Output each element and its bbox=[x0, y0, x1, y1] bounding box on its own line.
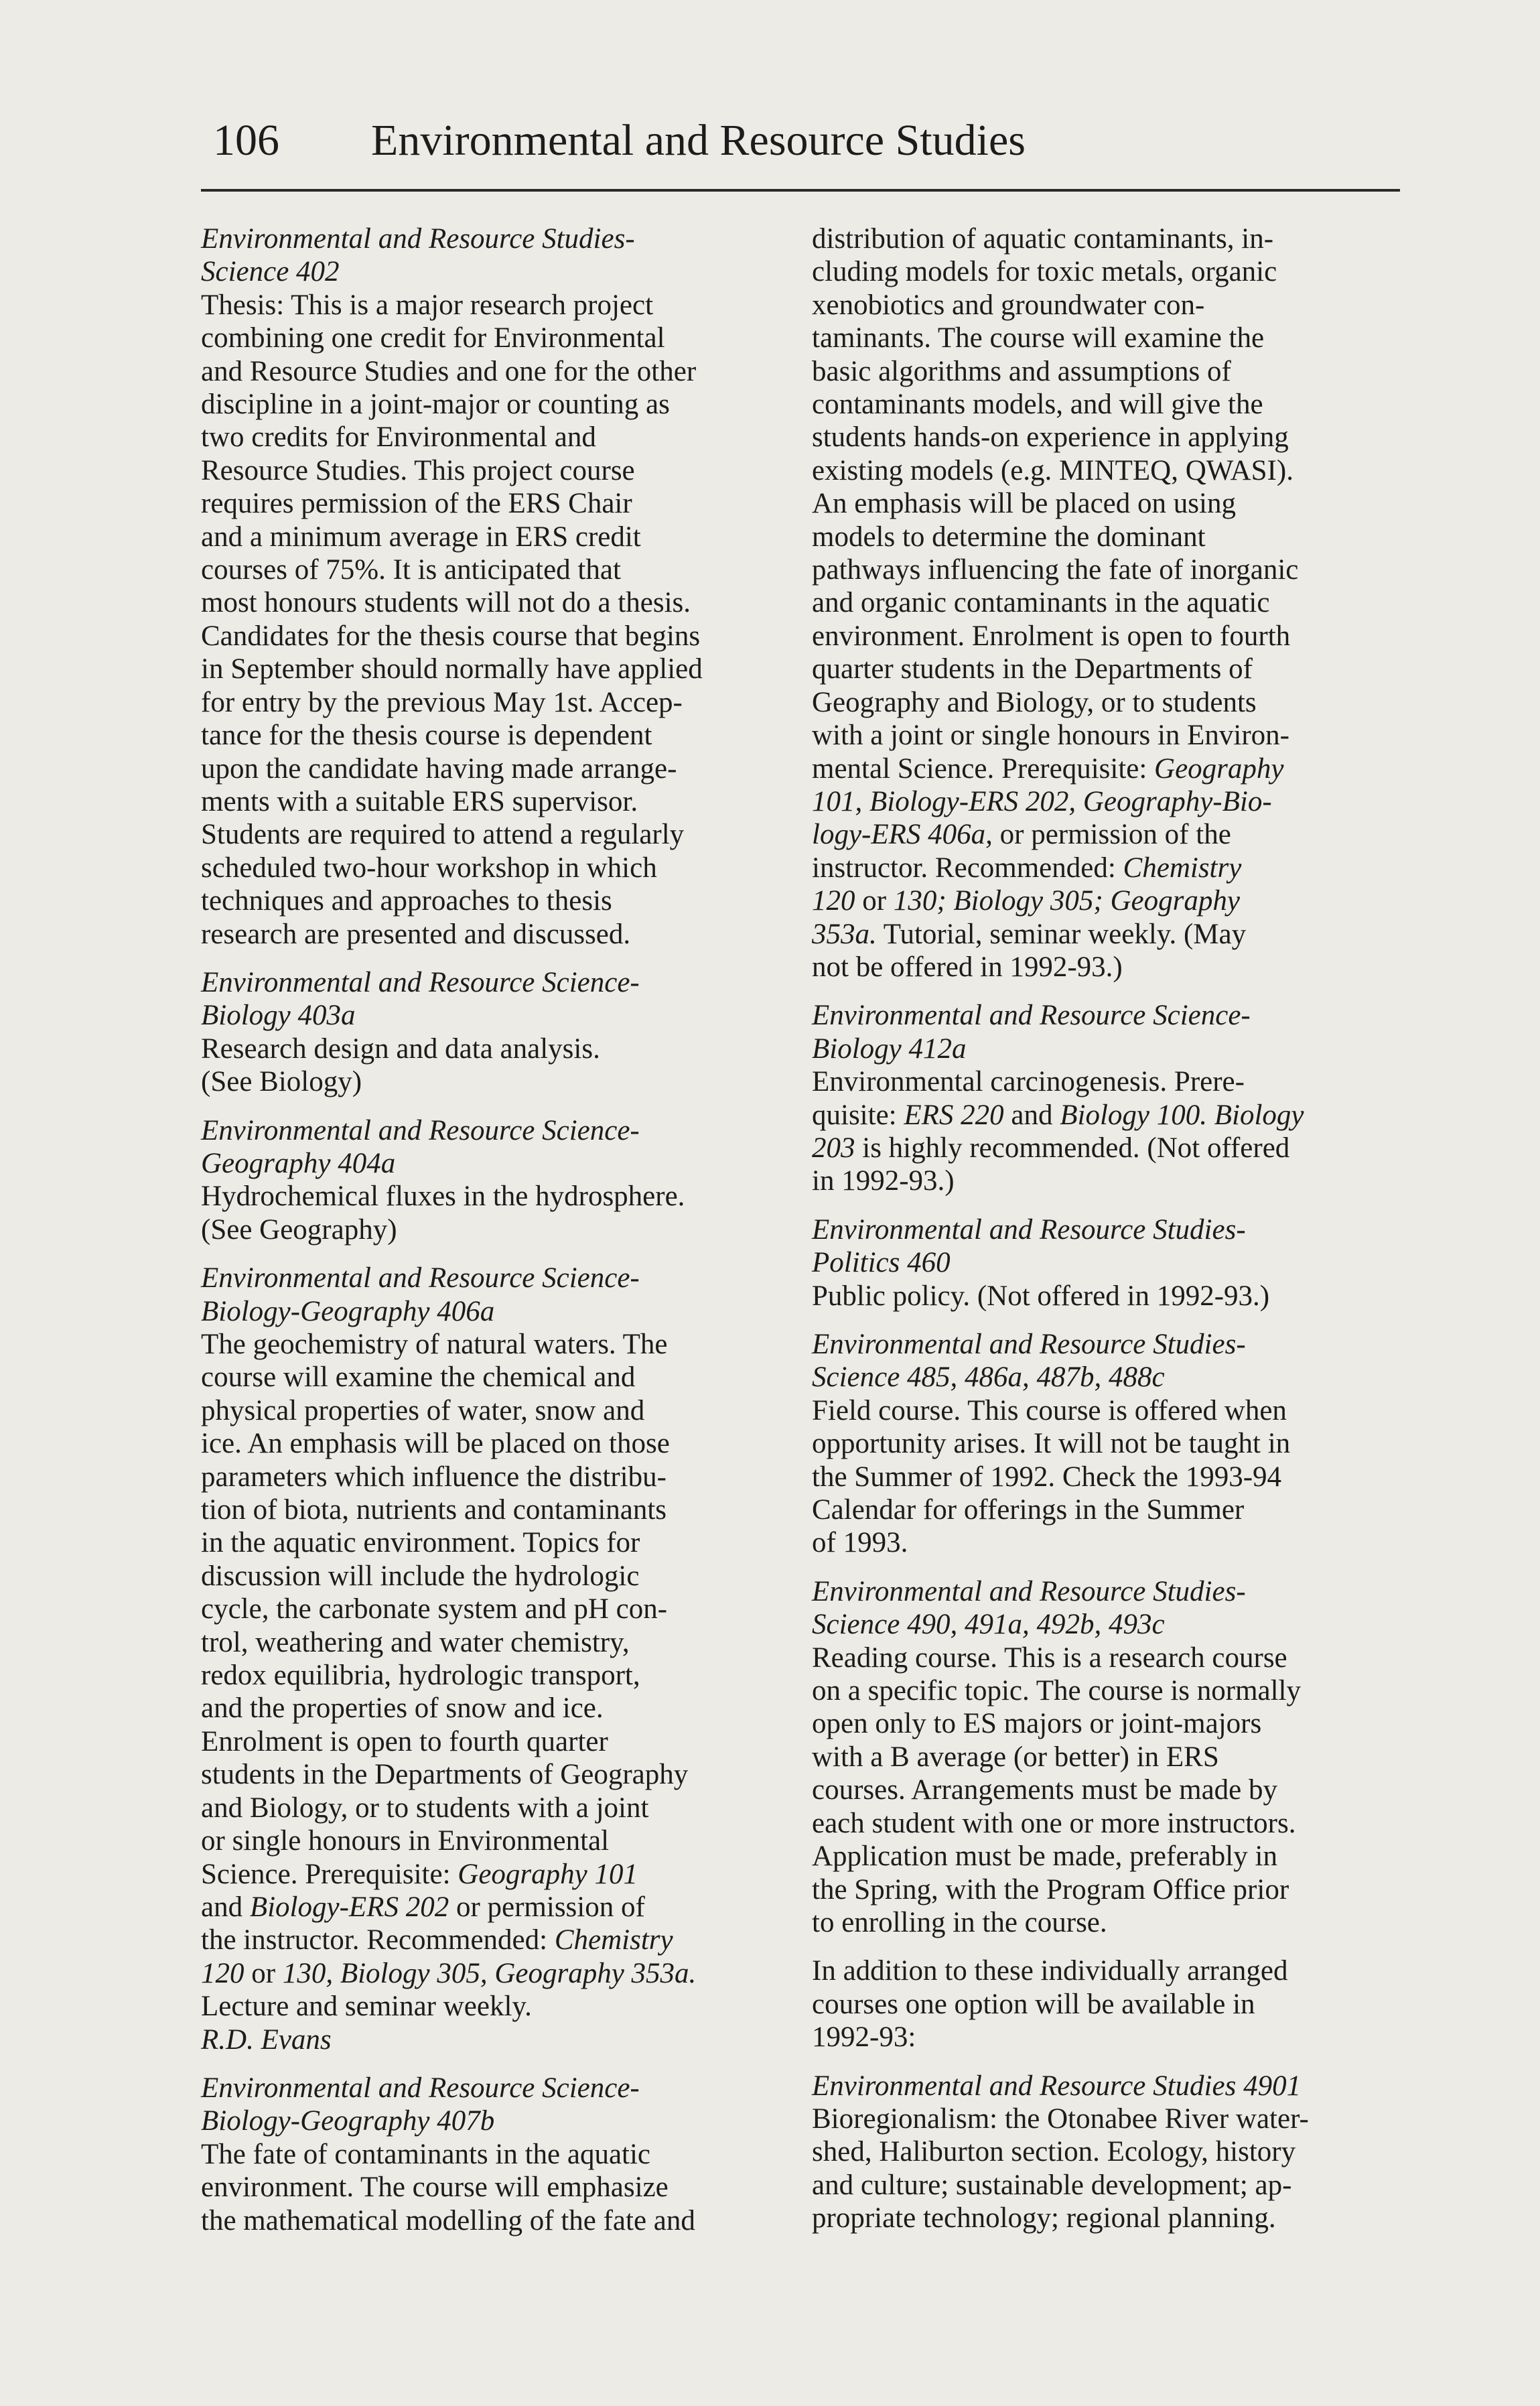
course-entry bbox=[201, 966, 790, 1099]
italic-text: Biology 100. Biology 203 bbox=[812, 1099, 1304, 1164]
course-title: Environmental and Resource Science- Geography 404a bbox=[201, 1114, 640, 1179]
italic-text: ERS 220 bbox=[904, 1099, 1004, 1131]
course-title: Environmental and Resource Studies- Science 490, 491a, 492b, 493c bbox=[812, 1575, 1246, 1641]
course-entry bbox=[201, 1114, 790, 1247]
header-rule bbox=[201, 189, 1400, 192]
course-description bbox=[201, 1180, 790, 1246]
italic-text: Chemistry 120 bbox=[201, 1924, 673, 1989]
text-run: Bioregionalism: the Otonabee River water- shed, Haliburton section. Ecology, history and culture; sustainable development; ap- propriate technology; regional planning. bbox=[812, 2102, 1309, 2234]
course-description bbox=[201, 289, 790, 951]
course-description bbox=[812, 1394, 1401, 1560]
course-entry bbox=[812, 1954, 1401, 2054]
course-entry bbox=[201, 222, 790, 951]
text-run: or permission of the instructor. Recommended: bbox=[812, 819, 1231, 884]
text-run: Hydrochemical fluxes in the hydrosphere. (See Geography) bbox=[201, 1181, 685, 1246]
text-run: Field course. This course is offered when opportunity arises. It will not be taught in the Summer of 1992. Check the 1993-94 Calendar for offerings in the Summer of 1993. bbox=[812, 1394, 1291, 1559]
course-description bbox=[201, 1032, 790, 1099]
course-entry bbox=[812, 1213, 1401, 1313]
text-run: Lecture and seminar weekly. bbox=[201, 1991, 532, 2023]
course-entry bbox=[812, 2070, 1401, 2235]
course-title: Environmental and Resource Science- Biology-Geography 407b bbox=[201, 2072, 640, 2137]
course-title: Environmental and Resource Science- Biology 403a bbox=[201, 966, 640, 1032]
course-description bbox=[201, 1328, 790, 2056]
course-entry bbox=[812, 1575, 1401, 1939]
course-description bbox=[812, 2102, 1401, 2235]
course-entry bbox=[812, 1328, 1401, 1560]
course-entry bbox=[201, 1262, 790, 2056]
page-header bbox=[213, 114, 1400, 174]
text-run: is highly recommended. (Not offered in 1992-93.) bbox=[812, 1132, 1290, 1197]
course-title: Environmental and Resource Studies 4901 bbox=[812, 2070, 1302, 2102]
right-column bbox=[812, 222, 1401, 2251]
italic-text: 130, Biology 305, Geography 353a. bbox=[282, 1957, 697, 1989]
left-column bbox=[201, 222, 790, 2253]
text-run: Tutorial, seminar weekly. (May not be offered in 1992-93.) bbox=[812, 918, 1247, 983]
italic-text: Chemistry 120 bbox=[812, 852, 1242, 917]
text-run: The fate of contaminants in the aquatic environment. The course will emphasize the mathematical modelling of the fate and bbox=[201, 2138, 695, 2236]
text-run: or bbox=[244, 1957, 283, 1989]
italic-text: Geography 101 bbox=[458, 1858, 638, 1890]
italic-text: R.D. Evans bbox=[201, 2023, 332, 2056]
course-title: Environmental and Resource Science- Biology-Geography 406a bbox=[201, 1262, 640, 1327]
text-run: In addition to these individually arranged courses one option will be available in 1992-93: bbox=[812, 1955, 1288, 2054]
course-description bbox=[812, 1065, 1401, 1198]
text-run: and bbox=[1003, 1099, 1060, 1131]
course-entry bbox=[812, 999, 1401, 1197]
text-run: Reading course. This is a research course on a specific topic. The course is normally open only to ES majors or joint-majors with a B average (or better) in ERS courses. Arrangements must be made by each student with one or more instructors. Application must be made, preferably in the Spring, with the Program Office prior to enrolling in the course. bbox=[812, 1642, 1301, 1938]
course-description bbox=[812, 1642, 1401, 1940]
course-description bbox=[812, 1954, 1401, 2054]
text-run: Public policy. (Not offered in 1992-93.) bbox=[812, 1280, 1270, 1312]
page-number: 106 bbox=[213, 116, 279, 165]
text-run: distribution of aquatic contaminants, in- cluding models for toxic metals, organic xenobiotics and groundwater con- taminants. The course will examine the basic algorithms and assumptions of contaminants models, and will give the students hands-on experience in applying existing models (e.g. MINTEQ, QWASI). An emphasis will be placed on using models to determine the dominant pathways influencing the fate of inorganic and organic contaminants in the aquatic environment. Enrolment is open to fourth quarter students in the Departments of Geography and Biology, or to students with a joint or single honours in Environ- mental Science. Prerequisite: bbox=[812, 223, 1299, 785]
course-description bbox=[812, 1280, 1401, 1313]
text-run: or permission of the instructor. Recommended: bbox=[201, 1891, 645, 1956]
italic-text: 130; Biology 305; Geography 353a. bbox=[812, 885, 1240, 950]
course-title: Environmental and Resource Studies- Science 402 bbox=[201, 223, 635, 288]
course-title: Environmental and Resource Science- Biology 412a bbox=[812, 1000, 1251, 1065]
text-run: Thesis: This is a major research project combining one credit for Environmental and Resource Studies and one for the other discipline in a joint-major or counting as two credits for Environmental and Resource Studies. This project course requires permission of the ERS Chair and a minimum average in ERS credit courses of 75%. It is anticipated that most honours students will not do a thesis. Candidates for the thesis course that begins in September should normally have applied for entry by the previous May 1st. Accep- tance for the thesis course is dependent upon the candidate having made arrange- ments with a suitable ERS supervisor. Students are required to attend a regularly scheduled two-hour workshop in which techniques and approaches to thesis research are presented and discussed. bbox=[201, 289, 703, 950]
text-run: The geochemistry of natural waters. The course will examine the chemical and physical properties of water, snow and ice. An emphasis will be placed on those parameters which influence the distribu- tion of biota, nutrients and contaminants in the aquatic environment. Topics for discussion will include the hydrologic cycle, the carbonate system and pH con- trol, weathering and water chemistry, redox equilibria, hydrologic transport, and the properties of snow and ice. Enrolment is open to fourth quarter students in the Departments of Geography and Biology, or to students with a joint or single honours in Environmental Science. Prerequisite: bbox=[201, 1329, 689, 1890]
text-run: Environmental carcinogenesis. Prere- quisite: bbox=[812, 1066, 1245, 1131]
text-run: or bbox=[855, 885, 894, 917]
italic-text: Biology-ERS 202 bbox=[249, 1891, 449, 1923]
course-description bbox=[201, 2138, 790, 2237]
course-entry bbox=[812, 222, 1401, 984]
course-title: Environmental and Resource Studies- Science 485, 486a, 487b, 488c bbox=[812, 1329, 1246, 1394]
course-entry bbox=[201, 2072, 790, 2237]
text-run: and bbox=[201, 1891, 243, 1923]
text-run: Research design and data analysis. (See Biology) bbox=[201, 1032, 600, 1098]
running-title: Environmental and Resource Studies bbox=[371, 116, 1026, 165]
course-description bbox=[812, 222, 1401, 984]
italic-text: Geography 101, Biology-ERS 202, Geography-Bio- logy-ERS 406a, bbox=[812, 752, 1284, 851]
course-title: Environmental and Resource Studies- Politics 460 bbox=[812, 1213, 1246, 1279]
